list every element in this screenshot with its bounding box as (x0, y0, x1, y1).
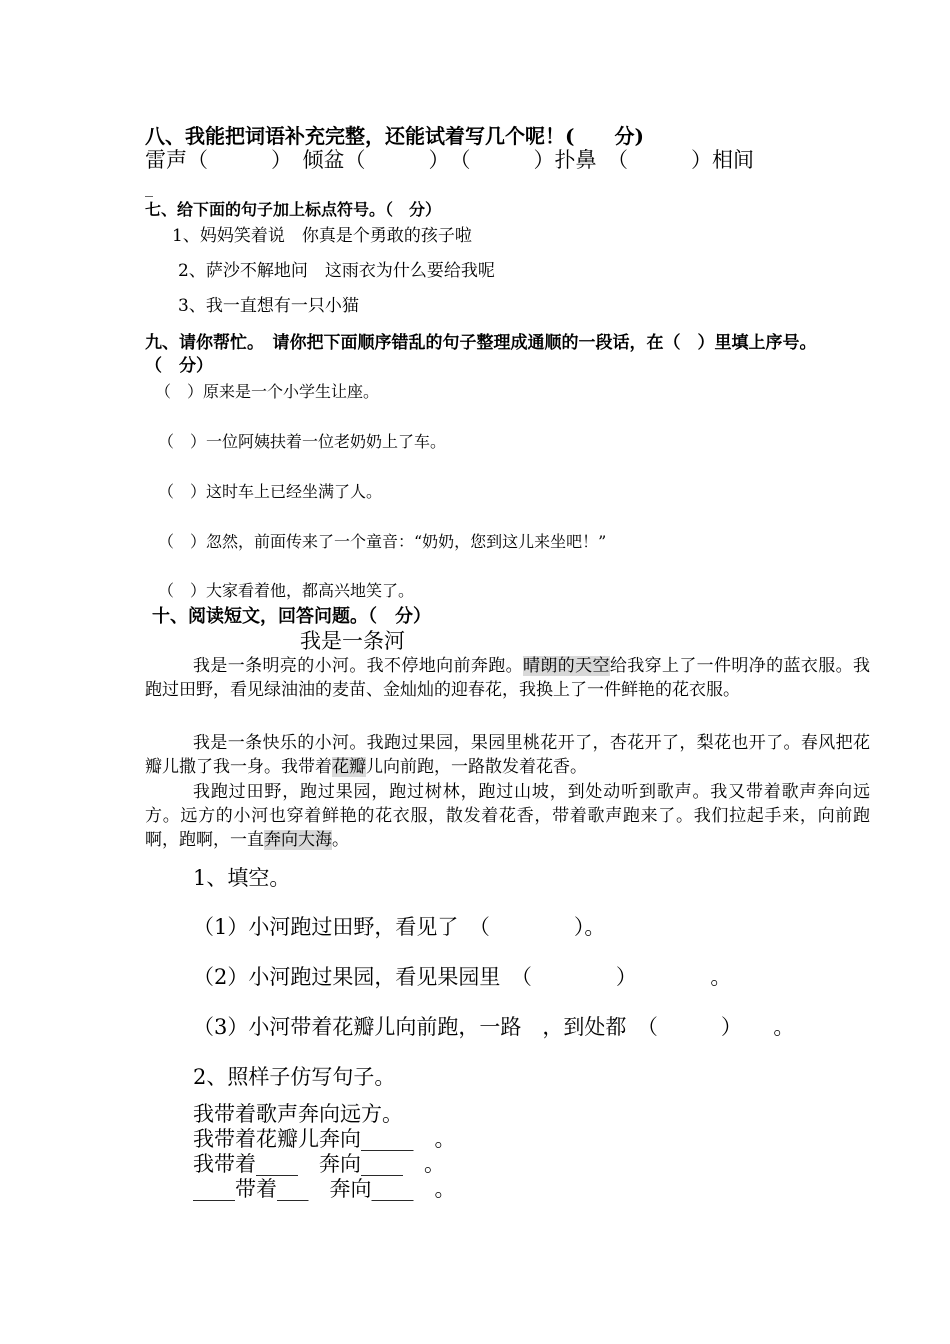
section-8-heading: 八、我能把词语补充完整，还能试着写几个呢！( 分) (145, 124, 644, 148)
imitation-line-1: 我带着花瓣儿奔向_____ 。 (193, 1127, 456, 1151)
order-item-5: （ ）大家看着他，都高兴地笑了。 (158, 581, 415, 600)
section-9-heading: 九、请你帮忙。 请你把下面顺序错乱的句子整理成通顺的一段话，在（ ）里填上序号。 (145, 333, 817, 353)
section-8-word-row: 雷声（ ） 倾盆（ ） （ ）扑鼻 （ ）相间 (145, 148, 754, 172)
order-item-1: （ ）原来是一个小学生让座。 (155, 382, 380, 401)
section-10-heading: 十、阅读短文，回答问题。（ 分） (152, 606, 431, 627)
fill-blank-1: （1）小河跑过田野，看见了 （ ）。 (193, 915, 606, 939)
passage-paragraph-2: 我是一条快乐的小河。我跑过果园，果园里桃花开了，杏花开了，梨花也开了。春风把花瓣儿撒了我一身。我带着花瓣儿向前跑，一路散发着花香。 (145, 733, 870, 777)
order-item-4: （ ）忽然，前面传来了一个童音：“奶奶，您到这儿来坐吧！” (158, 532, 607, 551)
passage-paragraph-1: 我是一条明亮的小河。我不停地向前奔跑。晴朗的天空给我穿上了一件明净的蓝衣服。我跑过田野，看见绿油油的麦苗、金灿灿的迎春花，我换上了一件鲜艳的花衣服。 (145, 656, 871, 700)
section-7-heading: 七、给下面的句子加上标点符号。（ 分） (145, 200, 442, 219)
section-9-heading-score: （ 分） (145, 356, 213, 376)
question-2-label: 2、照样子仿写句子。 (193, 1065, 396, 1089)
punctuation-item-3: 3、我一直想有一只小猫 (178, 296, 359, 316)
highlight-phrase: 奔向大海 (264, 830, 332, 850)
punctuation-item-1: 1、妈妈笑着说 你真是个勇敢的孩子啦 (172, 226, 472, 246)
passage-title: 我是一条河 (300, 629, 405, 653)
order-item-2: （ ）一位阿姨扶着一位老奶奶上了车。 (158, 432, 447, 451)
stray-dash: _ (145, 178, 153, 197)
fill-blank-2: （2）小河跑过果园，看见果园里 （ ） 。 (193, 965, 732, 989)
imitation-line-2: 我带着____ 奔向____ 。 (193, 1152, 445, 1176)
order-item-3: （ ）这时车上已经坐满了人。 (158, 482, 383, 501)
passage-paragraph-3: 我跑过田野，跑过果园，跑过树林，跑过山坡，到处动听到歌声。我又带着歌声奔向远方。远方的小河也穿着鲜艳的花衣服，散发着花香，带着歌声跑来了。我们拉起手来，向前跑啊，跑啊，一直奔向大海。 (145, 782, 870, 850)
question-1-label: 1、填空。 (193, 866, 291, 890)
highlight-phrase: 晴朗的天空 (523, 656, 610, 676)
example-sentence: 我带着歌声奔向远方。 (193, 1102, 403, 1126)
fill-blank-3: （3）小河带着花瓣儿向前跑，一路 ，到处都 （ ） 。 (193, 1015, 795, 1039)
punctuation-item-2: 2、萨沙不解地问 这雨衣为什么要给我呢 (178, 261, 495, 281)
highlight-phrase: 花瓣 (332, 757, 366, 777)
imitation-line-3: ____带着___ 奔向____ 。 (193, 1177, 456, 1201)
